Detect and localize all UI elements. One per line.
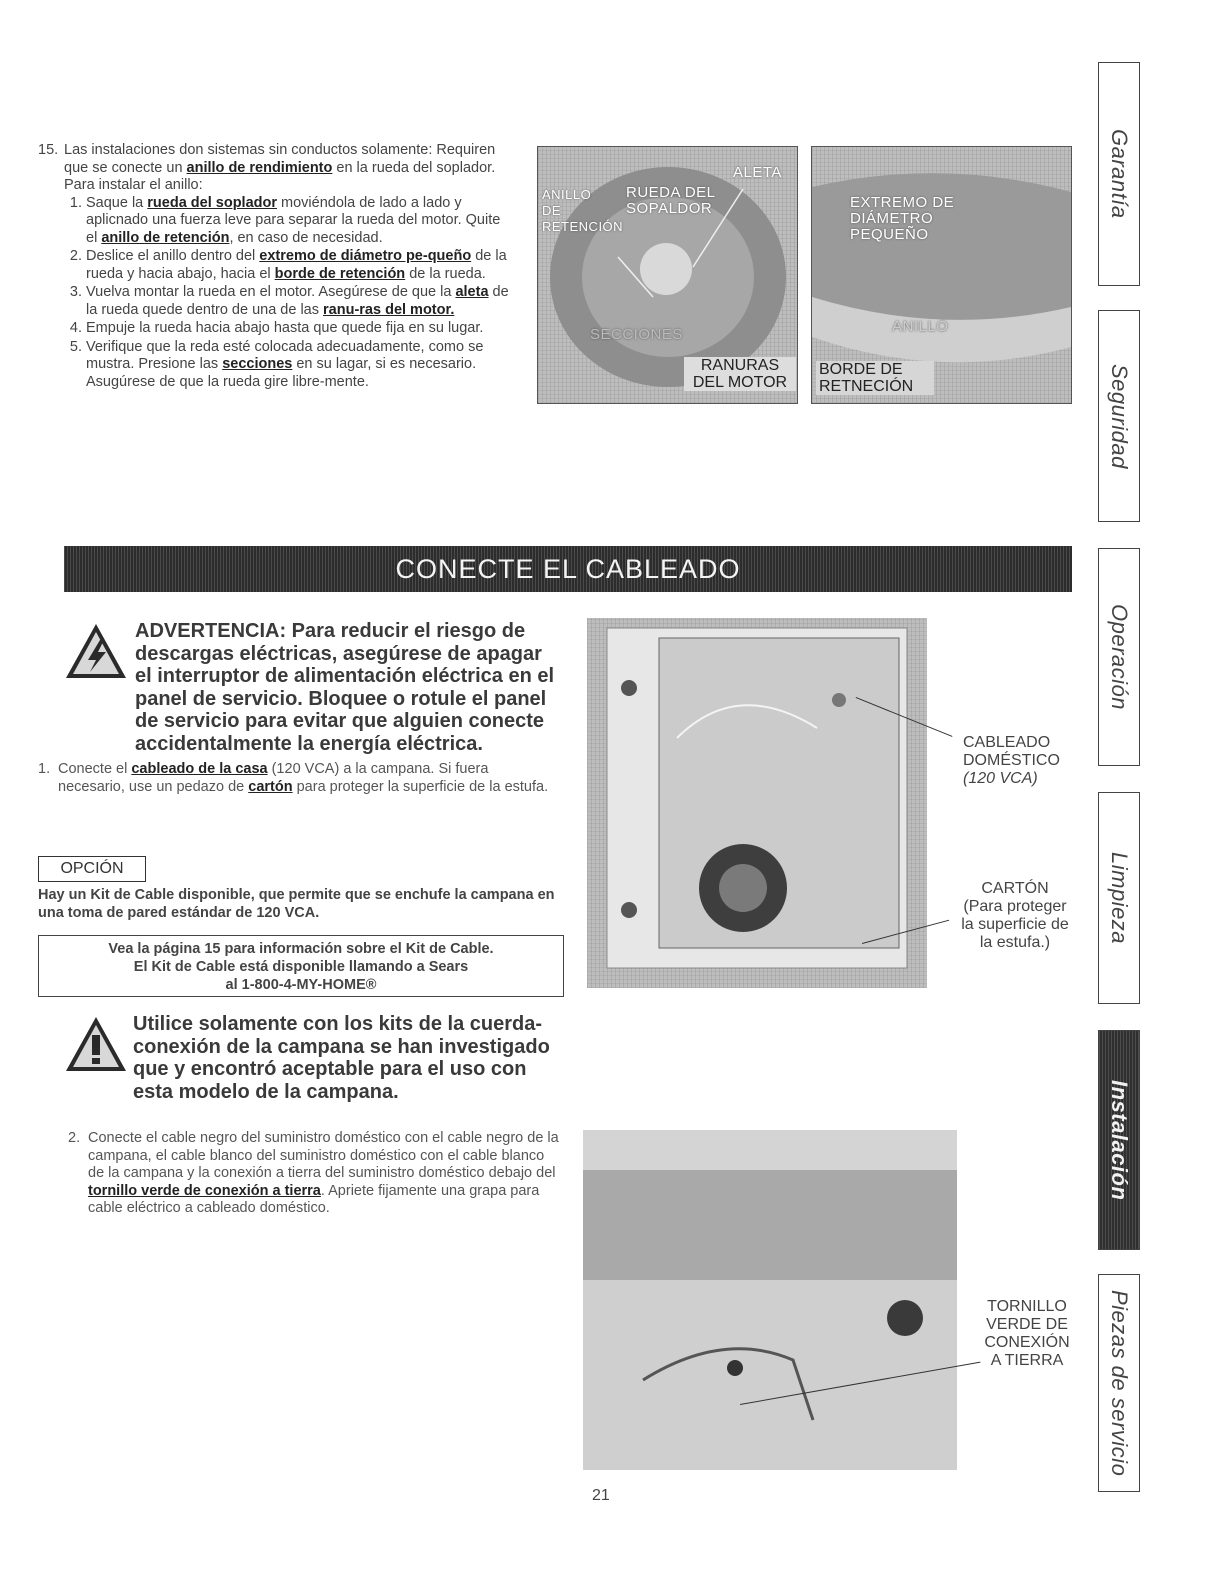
option-label-box bbox=[38, 856, 146, 882]
warning-cord-kit: Utilice solamente con los kits de la cuerda-conexión de la campana se han investigado que y encontró aceptable para el uso con esta modelo de la campana. bbox=[133, 1013, 550, 1103]
callout-carton: CARTÓN (Para proteger la superficie de la estufa.) bbox=[961, 880, 1069, 951]
kit-box-line-1: Vea la página 15 para información sobre el Kit de Cable. bbox=[108, 941, 494, 957]
tab-instalacion[interactable]: Instalación bbox=[1098, 1030, 1140, 1250]
wheel-hub-shape bbox=[640, 243, 692, 295]
step-1: 1. Conecte el cableado de la casa (120 VCA) a la campana. Si fuera necesario, use un pedazo de cartón para proteger la superficie de la estufa. bbox=[38, 761, 549, 795]
kit-box-line-2: El Kit de Cable está disponible llamando a Sears bbox=[133, 959, 469, 975]
photo-ground-screw bbox=[583, 1130, 957, 1470]
option-label: OPCIÓN bbox=[60, 860, 124, 877]
exclamation-warning-icon bbox=[64, 1015, 128, 1073]
substeps-list bbox=[64, 195, 513, 392]
tab-piezas-servicio[interactable]: Piezas de servicio bbox=[1098, 1274, 1140, 1492]
label-borde-retencion: BORDE DE RETNECIÓN bbox=[816, 361, 934, 395]
photo-wheel-edge bbox=[811, 146, 1072, 404]
callout-cableado-domestico: CABLEADO DOMÉSTICO (120 VCA) bbox=[963, 734, 1060, 787]
substep-2: 2. Deslice el anillo dentro del extremo de diámetro pe-queño de la rueda y hacia abajo, hacia el borde de retención de la rueda. bbox=[86, 248, 513, 283]
electric-warning-icon bbox=[64, 622, 128, 680]
term-tornillo-verde: tornillo verde de conexión a tierra bbox=[88, 1182, 321, 1199]
step-15-intro: Las instalaciones don sistemas sin conductos solamente: Requiren que se conecte un anillo de rendimiento en la rueda del soplador. bbox=[64, 142, 496, 176]
substep-4: 4. Empuje la rueda hacia abajo hasta que quede fija en su lugar. bbox=[86, 320, 513, 338]
photo-hood-wiring bbox=[587, 618, 927, 988]
step-number: 15. bbox=[38, 142, 59, 158]
step-2: 2. Conecte el cable negro del suministro doméstico con el cable negro de la campana, el cable blanco del suministro doméstico con el cable blanco de la campana y la conexión a tierra del suministro doméstico debajo del tornillo verde de conexión a tierra. Apriete fijamente una grapa para cable eléctrico a cableado doméstico. bbox=[68, 1130, 559, 1216]
photo-ground-screw-drawing bbox=[583, 1130, 957, 1470]
tab-limpieza[interactable]: Limpieza bbox=[1098, 792, 1140, 1004]
label-anillo-retencion: ANILLO DE RETENCIÓN bbox=[542, 187, 624, 234]
option-text: Hay un Kit de Cable disponible, que permite que se enchufe la campana en una toma de pared estándar de 120 VCA. bbox=[38, 887, 555, 921]
substep-5: 5. Verifique que la reda esté colocada adecuadamente, como se mustra. Presione las secciones en su lagar, si es necesario. Asugúrese de que la rueda gire libre-mente. bbox=[86, 339, 513, 392]
tab-seguridad[interactable]: Seguridad bbox=[1098, 310, 1140, 522]
term-carton: cartón bbox=[248, 778, 293, 795]
substep-1: 1. Saque la rueda del soplador moviéndola de lado a lado y aplicnado una fuerza leve para separar la rueda del motor. Quite el anillo de retención, en caso de necesidad. bbox=[86, 195, 513, 248]
label-anillo: ANILLO bbox=[892, 318, 949, 335]
section-header-band bbox=[64, 546, 1072, 592]
section-title: CONECTE EL CABLEADO bbox=[395, 553, 741, 584]
photo-hood-wiring-drawing bbox=[587, 618, 927, 988]
cable-kit-info-box bbox=[38, 935, 564, 997]
page-number: 21 bbox=[592, 1487, 610, 1504]
label-secciones: SECCIONES bbox=[590, 326, 683, 343]
label-ranuras-motor: RANURAS DEL MOTOR bbox=[684, 357, 796, 391]
step-15-block bbox=[38, 142, 513, 392]
step-1-number: 1. bbox=[38, 761, 51, 777]
label-aleta: ALETA bbox=[733, 164, 782, 181]
substep-3: 3. Vuelva montar la rueda en el motor. Asegúrese de que la aleta de la rueda quede dentro de una de las ranu-ras del motor. bbox=[86, 284, 513, 319]
step-2-number: 2. bbox=[68, 1130, 81, 1146]
term-cableado-casa: cableado de la casa bbox=[131, 761, 268, 777]
callout-tornillo-verde: TORNILLO VERDE DE CONEXIÓN A TIERRA bbox=[984, 1298, 1070, 1369]
label-extremo-diametro: EXTREMO DE DIÁMETRO PEQUEÑO bbox=[850, 194, 955, 243]
tab-operacion[interactable]: Operación bbox=[1098, 548, 1140, 766]
term-anillo-rendimiento: anillo de rendimiento bbox=[186, 159, 333, 176]
kit-box-line-3: al 1-800-4-MY-HOME® bbox=[225, 977, 377, 993]
warning-electric-shock: ADVERTENCIA: Para reducir el riesgo de descargas eléctricas, asegúrese de apagar el interruptor de alimentación eléctrica en el panel de servicio. Bloquee o rotule el panel de servicio para evitar que alguien conecte accidentalmente la energía eléctrica. bbox=[135, 620, 555, 755]
label-rueda-soplador: RUEDA DEL SOPALDOR bbox=[626, 184, 715, 217]
photo-blower-wheel bbox=[537, 146, 798, 404]
install-label: Para instalar el anillo: bbox=[64, 177, 203, 193]
tab-garantia[interactable]: Garantía bbox=[1098, 62, 1140, 286]
